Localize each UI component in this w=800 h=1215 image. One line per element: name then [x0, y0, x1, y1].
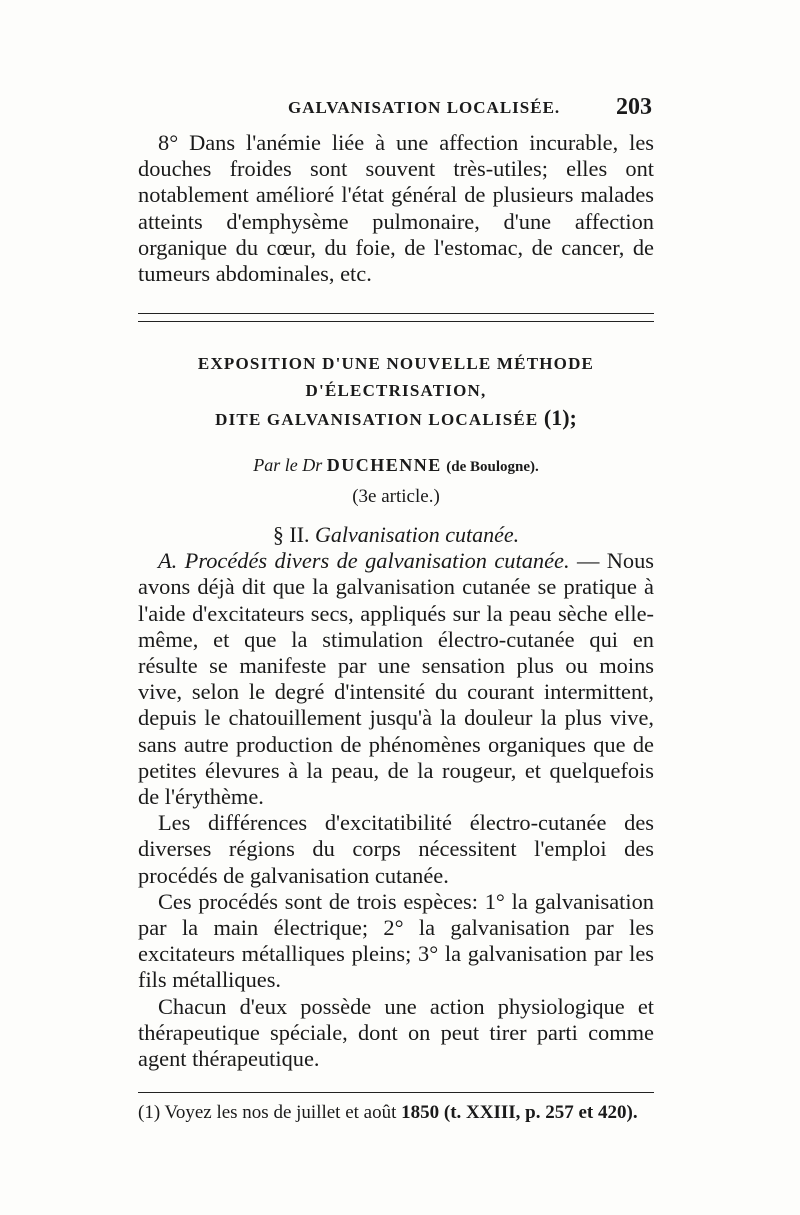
byline-prefix: Par le Dr	[253, 455, 323, 476]
intro-paragraph: 8° Dans l'anémie liée à une affection incurable, les douches froides sont souvent très-utiles; elles ont notablement amélioré l'état général de plusieurs malades atteints d'emphysème pulmonaire, d'une affection organique du cœur, du foie, de l'estomac, de cancer, de tumeurs abdominales, etc.	[138, 130, 654, 287]
byline-place: (de Boulogne).	[446, 459, 539, 476]
section-symbol: § II.	[272, 522, 310, 548]
section-divider	[138, 313, 654, 322]
byline	[138, 455, 654, 476]
paragraph-a-text: — Nous avons déjà dit que la galvanisation cutanée se pratique à l'aide d'excitateurs secs, appliqués sur la peau sèche elle-même, et que la stimulation électro-cutanée qui en résulte se manifeste par une sensation plus ou moins vive, selon le degré d'intensité du courant intermittent, depuis le chatouillement jusqu'à la douleur la plus vive, sans autre production de phénomènes organiques que de petites élevures à la peau, de la rougeur, et quelquefois de l'érythème.	[138, 548, 654, 810]
footnote	[138, 1101, 654, 1125]
footnote-ref: (t. XXIII, p. 257 et 420).	[443, 1102, 638, 1124]
running-title: GALVANISATION LOCALISÉE.	[288, 98, 561, 117]
paragraph-procedures: Ces procédés sont de trois espèces: 1° la galvanisation par la main électrique; 2° la galvanisation par les excitateurs métalliques pleins; 3° la galvanisation par les fils métalliques.	[138, 888, 654, 993]
running-head	[138, 96, 654, 130]
footnote-text: (1) Voyez les nos de juillet et août	[138, 1102, 397, 1124]
article-title	[138, 350, 654, 433]
paragraph-a-lead: A. Procédés divers de galvanisation cutanée.	[158, 548, 570, 574]
page-number: 203	[616, 94, 652, 120]
article-title-line2-wrap	[138, 404, 654, 433]
footnote-year: 1850	[401, 1102, 440, 1124]
byline-name: DUCHENNE	[326, 455, 442, 476]
section-heading	[138, 522, 654, 548]
paragraph-actions: Chacun d'eux possède une action physiologique et thérapeutique spéciale, dont on peut tirer parti comme agent thérapeutique.	[138, 993, 654, 1072]
article-title-note-ref: (1);	[543, 405, 577, 431]
article-title-line1: EXPOSITION D'UNE NOUVELLE MÉTHODE D'ÉLECTRISATION,	[197, 354, 595, 401]
footnote-rule	[138, 1092, 654, 1093]
section-title: Galvanisation cutanée.	[315, 522, 520, 548]
paragraph-a	[138, 548, 654, 810]
paragraph-differences: Les différences d'excitatibilité électro-cutanée des diverses régions du corps nécessitent l'emploi des procédés de galvanisation cutanée.	[138, 810, 654, 888]
article-title-line2: DITE GALVANISATION LOCALISÉE	[215, 410, 539, 430]
article-number: (3e article.)	[352, 486, 440, 508]
book-page	[138, 96, 654, 1125]
